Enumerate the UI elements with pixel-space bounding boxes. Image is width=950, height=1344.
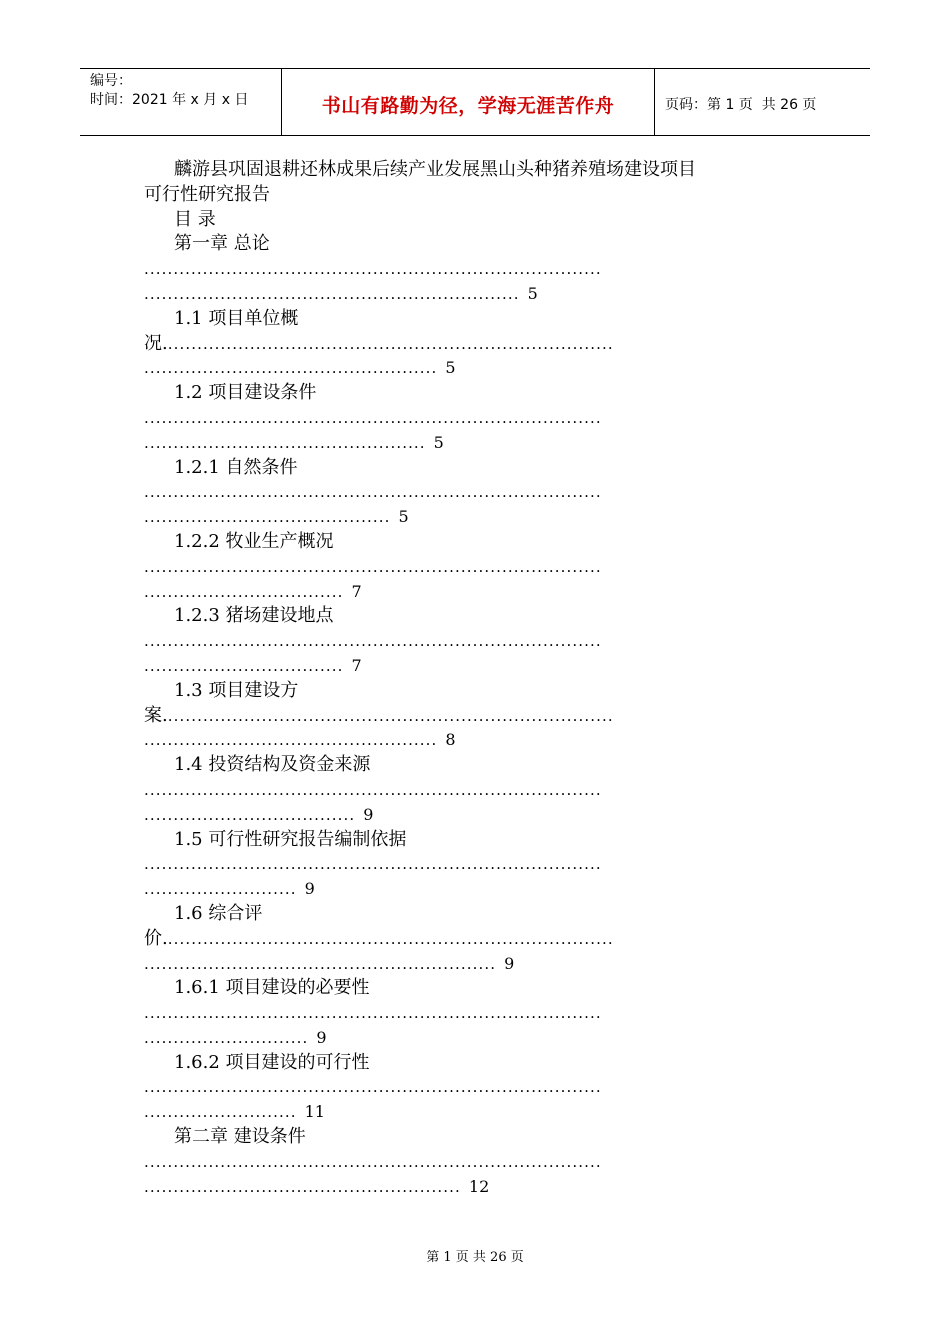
- toc-leader-dots: ..........................................: [144, 508, 391, 527]
- header-page-info: [655, 69, 870, 135]
- toc-leader-row: [144, 704, 804, 729]
- table-of-contents: [144, 232, 804, 1199]
- toc-page-number: 9: [363, 804, 374, 824]
- toc-leader-row: [144, 356, 804, 381]
- toc-page-number: 5: [433, 432, 444, 452]
- header-meta: [80, 69, 282, 135]
- toc-entry[interactable]: [144, 753, 804, 827]
- toc-entry[interactable]: [144, 456, 804, 530]
- toc-leader-dots: ..............................................................................: [144, 632, 602, 651]
- toc-leader-row: [144, 654, 804, 679]
- toc-leader-dots: ................................................................: [144, 284, 520, 303]
- toc-entry-title-continued: 价.: [144, 927, 168, 949]
- toc-entry[interactable]: [144, 976, 804, 1050]
- toc-leader-row: [144, 257, 804, 282]
- toc-leader-row: [144, 1175, 804, 1200]
- toc-leader-dots: ..............................................................................: [144, 855, 602, 874]
- toc-leader-dots: ..............................................................................: [144, 260, 602, 279]
- toc-entry-title: 1.1 项目单位概: [174, 307, 299, 329]
- toc-leader-dots: ..............................................................................: [144, 483, 602, 502]
- toc-page-number: 9: [316, 1027, 327, 1047]
- toc-leader-row: [144, 1150, 804, 1175]
- toc-leader-dots: ..............................................................................: [144, 557, 602, 576]
- toc-entry-title: 1.2.3 猪场建设地点: [174, 605, 334, 627]
- toc-leader-dots: ............................................................................: [167, 334, 614, 353]
- toc-page-number: 7: [351, 581, 362, 601]
- toc-entry-title: 1.2.1 自然条件: [174, 456, 298, 478]
- toc-entry-title-continued: 案.: [144, 704, 168, 726]
- toc-leader-dots: ..............................................................................: [144, 1078, 602, 1097]
- toc-leader-dots: ..........................: [144, 1103, 297, 1122]
- toc-entry-title: 1.5 可行性研究报告编制依据: [174, 828, 407, 850]
- toc-leader-dots: ..............................................................................: [144, 780, 602, 799]
- document-body: [144, 158, 804, 1199]
- toc-leader-row: [144, 629, 804, 654]
- toc-leader-row: [144, 282, 804, 307]
- toc-leader-dots: ............................: [144, 1028, 309, 1047]
- toc-page-number: 8: [445, 730, 456, 750]
- toc-leader-row: [144, 778, 804, 803]
- toc-leader-dots: ....................................: [144, 805, 356, 824]
- toc-entry[interactable]: [144, 828, 804, 902]
- toc-leader-row: [144, 852, 804, 877]
- toc-entry-title: 第一章 总论: [174, 233, 270, 255]
- toc-entry[interactable]: [144, 604, 804, 678]
- toc-leader-dots: ..........................: [144, 880, 297, 899]
- toc-leader-dots: ............................................................: [144, 954, 497, 973]
- toc-leader-row: [144, 803, 804, 828]
- toc-page-number: 5: [398, 507, 409, 527]
- toc-entry[interactable]: [144, 1051, 804, 1125]
- toc-leader-row: [144, 952, 804, 977]
- page-footer: 第 1 页 共 26 页: [426, 1250, 524, 1265]
- toc-leader-row: [144, 431, 804, 456]
- document-number-label: 编号：: [90, 73, 132, 89]
- toc-entry[interactable]: [144, 902, 804, 976]
- toc-leader-dots: ..................................................: [144, 731, 438, 750]
- toc-leader-dots: ................................................: [144, 433, 426, 452]
- toc-leader-row: [144, 480, 804, 505]
- toc-leader-row: [144, 555, 804, 580]
- toc-entry-title: 1.4 投资结构及资金来源: [174, 754, 371, 776]
- toc-leader-row: [144, 406, 804, 431]
- toc-entry-title: 1.2 项目建设条件: [174, 382, 317, 404]
- toc-leader-row: [144, 728, 804, 753]
- document-title-line-2: 可行性研究报告: [144, 183, 270, 205]
- toc-leader-row: [144, 1075, 804, 1100]
- toc-leader-row: [144, 332, 804, 357]
- toc-leader-dots: ..............................................................................: [144, 1152, 602, 1171]
- document-date-label: 时间：2021 年 x 月 x 日: [90, 92, 249, 108]
- toc-leader-row: [144, 927, 804, 952]
- toc-leader-row: [144, 1026, 804, 1051]
- toc-page-number: 9: [504, 953, 515, 973]
- toc-leader-dots: ..................................: [144, 656, 344, 675]
- toc-page-number: 11: [304, 1102, 325, 1122]
- toc-page-number: 5: [527, 283, 538, 303]
- toc-page-number: 5: [445, 358, 456, 378]
- toc-page-number: 7: [351, 655, 362, 675]
- toc-entry[interactable]: [144, 530, 804, 604]
- toc-leader-dots: ..............................................................................: [144, 408, 602, 427]
- toc-entry[interactable]: [144, 1125, 804, 1199]
- toc-entry-title: 1.2.2 牧业生产概况: [174, 530, 334, 552]
- toc-leader-dots: ............................................................................: [167, 929, 614, 948]
- page-header: [80, 68, 870, 136]
- toc-entry[interactable]: [144, 232, 804, 306]
- toc-leader-dots: ..............................................................................: [144, 1004, 602, 1023]
- toc-leader-row: [144, 877, 804, 902]
- toc-entry-title: 1.6.2 项目建设的可行性: [174, 1051, 370, 1073]
- toc-entry-title-continued: 况.: [144, 332, 168, 354]
- toc-page-number: 9: [304, 879, 315, 899]
- toc-leader-dots: ..................................................: [144, 359, 438, 378]
- toc-entry-title: 1.3 项目建设方: [174, 679, 299, 701]
- toc-entry[interactable]: [144, 679, 804, 753]
- toc-entry[interactable]: [144, 381, 804, 455]
- toc-leader-row: [144, 505, 804, 530]
- toc-leader-dots: ............................................................................: [167, 706, 614, 725]
- toc-leader-dots: ......................................................: [144, 1177, 461, 1196]
- toc-entry[interactable]: [144, 307, 804, 381]
- toc-page-number: 12: [468, 1176, 490, 1196]
- toc-leader-row: [144, 1100, 804, 1125]
- toc-leader-row: [144, 1001, 804, 1026]
- toc-leader-dots: ..................................: [144, 582, 344, 601]
- toc-entry-title: 1.6.1 项目建设的必要性: [174, 977, 370, 999]
- toc-entry-title: 第二章 建设条件: [174, 1126, 306, 1148]
- toc-heading: 目 录: [174, 208, 216, 230]
- header-motto: 书山有路勤为径，学海无涯苦作舟: [282, 69, 655, 135]
- header-page-label: 页码：第 1 页 共 26 页: [665, 97, 817, 113]
- document-title-line-1: 麟游县巩固退耕还林成果后续产业发展黑山头种猪养殖场建设项目: [174, 159, 696, 180]
- toc-entry-title: 1.6 综合评: [174, 902, 263, 924]
- toc-leader-row: [144, 580, 804, 605]
